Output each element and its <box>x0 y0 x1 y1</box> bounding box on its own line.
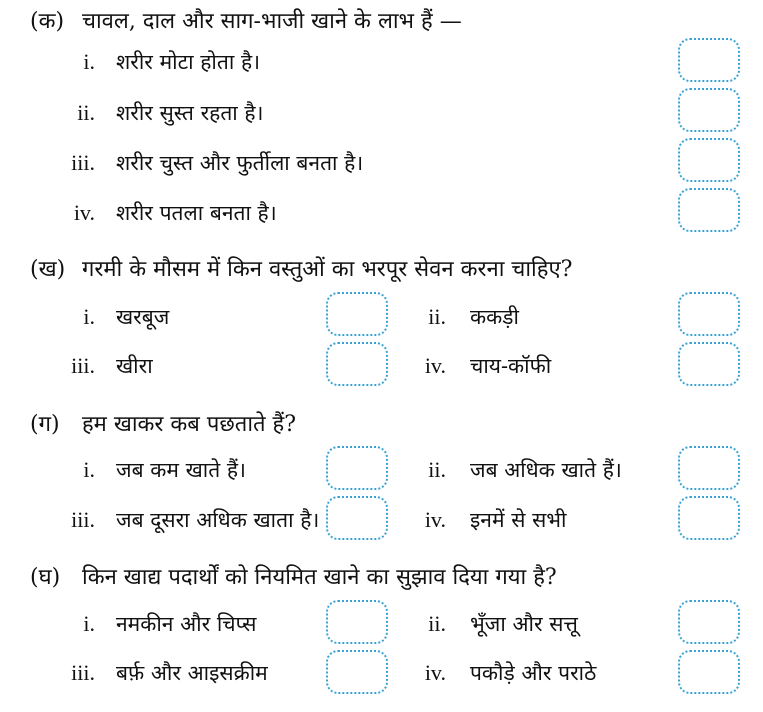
answer-box-kha-iv[interactable] <box>678 342 740 386</box>
option-number: iii. <box>71 660 95 685</box>
option-text: भूँजा और सत्तू <box>470 612 578 636</box>
answer-box-kha-ii[interactable] <box>678 292 740 336</box>
option-text: ककड़ी <box>470 305 519 329</box>
answer-box-gha-ii[interactable] <box>678 600 740 644</box>
question-ka <box>30 8 462 36</box>
option-number: i. <box>83 457 95 482</box>
option-number: ii. <box>428 457 446 482</box>
answer-box-ga-i[interactable] <box>326 446 388 490</box>
option-text: जब दूसरा अधिक खाता है। <box>116 508 320 532</box>
question-label: (ग) <box>30 412 60 437</box>
option-text: शरीर पतला बनता है। <box>116 201 277 225</box>
answer-box-ga-ii[interactable] <box>678 446 740 490</box>
question-text: गरमी के मौसम में किन वस्तुओं का भरपूर सेवन करना चाहिए? <box>82 257 573 282</box>
option-number: iv. <box>424 660 446 685</box>
option-text: बर्फ़ और आइसक्रीम <box>116 661 268 685</box>
answer-box-gha-iv[interactable] <box>678 650 740 694</box>
option-number: iv. <box>424 507 446 532</box>
option-text: शरीर चुस्त और फुर्तीला बनता है। <box>116 151 364 175</box>
answer-box-ga-iv[interactable] <box>678 496 740 540</box>
answer-box-ka-ii[interactable] <box>678 88 740 132</box>
answer-box-ga-iii[interactable] <box>326 496 388 540</box>
option-number: i. <box>83 611 95 636</box>
question-gha <box>30 564 557 592</box>
option-number: i. <box>83 304 95 329</box>
option-text: खरबूज <box>116 305 170 329</box>
option-number: ii. <box>428 611 446 636</box>
question-text: हम खाकर कब पछताते हैं? <box>82 412 297 437</box>
question-label: (ख) <box>30 257 66 282</box>
question-label: (घ) <box>30 565 61 590</box>
answer-box-ka-i[interactable] <box>678 38 740 82</box>
question-ga <box>30 411 296 439</box>
option-number: ii. <box>77 100 95 125</box>
question-label: (क) <box>30 9 65 34</box>
answer-box-kha-iii[interactable] <box>326 342 388 386</box>
option-text: जब कम खाते हैं। <box>116 458 246 482</box>
answer-box-ka-iii[interactable] <box>678 138 740 182</box>
answer-box-ka-iv[interactable] <box>678 188 740 232</box>
option-number: iv. <box>424 353 446 378</box>
option-text: शरीर मोटा होता है। <box>116 50 261 74</box>
option-text: नमकीन और चिप्स <box>116 612 257 636</box>
option-text: चाय-कॉफी <box>470 354 552 378</box>
option-text: इनमें से सभी <box>470 508 567 532</box>
question-text: चावल, दाल और साग-भाजी खाने के लाभ हैं — <box>82 9 462 34</box>
option-number: ii. <box>428 304 446 329</box>
option-number: iii. <box>71 353 95 378</box>
answer-box-gha-i[interactable] <box>326 600 388 644</box>
option-text: खीरा <box>116 354 153 378</box>
question-kha <box>30 256 572 284</box>
option-text: पकौड़े और पराठे <box>470 661 597 685</box>
answer-box-gha-iii[interactable] <box>326 650 388 694</box>
option-text: शरीर सुस्त रहता है। <box>116 101 264 125</box>
option-text: जब अधिक खाते हैं। <box>470 458 622 482</box>
option-number: iii. <box>71 150 95 175</box>
option-number: iv. <box>73 200 95 225</box>
option-number: iii. <box>71 507 95 532</box>
answer-box-kha-i[interactable] <box>326 292 388 336</box>
question-text: किन खाद्य पदार्थों को नियमित खाने का सुझाव दिया गया है? <box>82 565 557 590</box>
option-number: i. <box>83 49 95 74</box>
